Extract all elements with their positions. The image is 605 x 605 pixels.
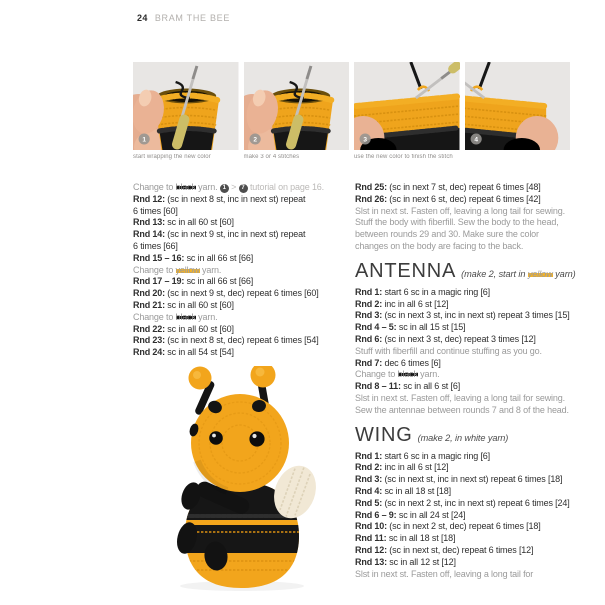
text-segment: Rnd 4: [355,485,383,496]
text-segment: Rnd 2: [355,462,383,473]
pattern-line [355,510,593,522]
svg-text:3: 3 [363,136,367,144]
pattern-line [355,474,593,486]
pattern-line [355,182,593,194]
text-segment: Rnd 26: [355,193,387,204]
pattern-line [133,335,355,347]
text-segment: 6 times [66] [133,240,178,251]
pattern-line [133,265,355,277]
pattern-line [355,241,593,253]
text-segment: Change to [133,311,176,322]
page-title: BRAM THE BEE [154,13,231,23]
pattern-line [355,217,593,229]
text-segment: (sc in next 2 st, inc in next st) repeat 6 times [24] [382,497,570,508]
text-segment: Rnd 13: [133,217,165,228]
pattern-line [355,486,593,498]
text-segment: Rnd 11: [355,533,387,544]
crochet-step-illustration [354,62,460,150]
text-segment: sc in all 18 st [18] [382,485,451,496]
text-segment: inc in all 6 st [12] [382,462,449,473]
pattern-line [355,287,593,299]
text-segment: (sc in next 3 st, dec) repeat 3 times [12] [382,333,536,344]
pattern-line [355,521,593,533]
text-segment: between rounds 29 and 30. Make sure the color [355,229,539,240]
pattern-line [133,217,355,229]
text-segment: Sew the antennae between rounds 7 and 8 of the head. [355,404,569,415]
text-segment: tutorial on page 16. [247,182,325,192]
pattern-line [133,194,355,206]
pattern-line [355,369,593,381]
text-segment: 6 times [60] [133,205,178,216]
svg-text:2: 2 [252,136,257,144]
text-segment: (sc in next 2 st, dec) repeat 6 times [18] [386,521,541,532]
text-segment: Change to [133,182,176,192]
pattern-line [355,533,593,545]
section-heading-antenna [355,260,593,282]
text-segment: Rnd 6: [355,333,383,344]
tutorial-photo [354,62,460,160]
text-segment: Rnd 17 – 19: [133,276,185,287]
text-segment: (sc in next 7 st, dec) repeat 6 times [48] [386,182,541,192]
text-segment: Rnd 12: [133,193,165,204]
text-segment: yellow [175,264,200,275]
text-segment: Rnd 20: [133,288,165,299]
text-segment: Rnd 8 – 11: [355,381,401,392]
section-subtitle [418,433,509,443]
photo-caption: start wrapping the new color [133,154,211,160]
text-segment: start 6 sc in a magic ring [6] [382,286,491,297]
tutorial-photo [244,62,350,160]
pattern-line [355,299,593,311]
svg-text:1: 1 [142,136,146,144]
text-segment: sc in all 24 st [24] [396,509,466,520]
text-segment: (sc in next 9 st, inc in next st) repeat [164,229,306,240]
pattern-line [133,276,355,288]
text-segment: Change to [133,264,176,275]
text-segment: Change to [355,369,398,380]
text-segment: (make 2, start in [461,268,528,279]
section-title: WING [355,423,413,446]
pattern-line [355,381,593,393]
text-segment: start 6 sc in a magic ring [6] [382,450,491,461]
text-segment: inc in all 6 st [12] [382,298,449,309]
text-segment: sc in all 66 st [66] [184,252,254,263]
page-header [137,13,230,23]
pattern-line [355,545,593,557]
pattern-line [355,462,593,474]
tutorial-photos-row [133,62,570,160]
text-segment: sc in all 6 st [6] [400,381,461,392]
text-segment: Rnd 13: [355,556,387,567]
text-segment: sc in all 12 st [12] [386,556,456,567]
text-segment: Rnd 15 – 16: [133,252,185,263]
pattern-line [355,229,593,241]
svg-text:4: 4 [473,136,478,144]
text-segment: sc in all 60 st [60] [164,217,234,228]
crochet-step-illustration [244,62,350,150]
text-segment: Stuff the body with fiberfill. Sew the body to the head, [355,217,559,228]
pattern-line [355,358,593,370]
text-segment: sc in all 60 st [60] [164,299,234,310]
pattern-line [355,393,593,405]
text-segment: changes on the body are facing to the back. [355,240,524,251]
text-segment: (sc in next st, inc in next st) repeat 6 times [18] [382,474,563,485]
text-segment: Rnd 5: [355,497,383,508]
text-segment: yarn. [417,369,440,380]
text-segment: Rnd 14: [133,229,165,240]
pattern-line [133,241,355,253]
text-segment: sc in all 60 st [60] [164,323,234,334]
text-segment: (sc in next 8 st, dec) repeat 6 times [54] [164,335,319,346]
section-subtitle [461,269,575,279]
text-segment: Rnd 10: [355,521,387,532]
text-segment: Rnd 3: [355,474,383,485]
text-segment: Rnd 12: [355,544,387,555]
pattern-line [355,498,593,510]
text-segment: (sc in next st, dec) repeat 6 times [12] [386,544,534,555]
pattern-line [133,347,355,359]
text-segment: yarn) [552,268,576,279]
step-number-badge: 1 [220,184,229,193]
pattern-line [133,300,355,312]
pattern-line [133,206,355,218]
text-segment: dec 6 times [6] [382,357,441,368]
pattern-line [355,451,593,463]
text-segment: (sc in next 8 st, inc in next st) repeat [164,193,306,204]
step-number-badge: 7 [239,184,248,193]
text-segment: Slst in next st. Fasten off, leaving a long tail for sewing. [355,205,565,216]
text-segment: Rnd 21: [133,299,165,310]
text-segment: (sc in next 9 st, dec) repeat 6 times [60] [164,288,319,299]
text-segment: Rnd 1: [355,286,383,297]
pattern-line [133,253,355,265]
section-heading-wing [355,424,593,446]
text-segment: black [175,182,196,192]
text-segment: Rnd 2: [355,298,383,309]
pattern-line [355,194,593,206]
photo-caption: use the new color to finish the stitch [354,154,453,160]
text-segment: sc in all 18 st [18] [386,533,456,544]
pattern-line [133,312,355,324]
text-segment: yarn. [195,182,220,192]
text-segment: Rnd 23: [133,335,165,346]
text-segment: (sc in next 6 st, dec) repeat 6 times [42] [386,193,541,204]
section-title: ANTENNA [355,259,457,282]
text-segment: Rnd 6 – 9: [355,509,397,520]
text-segment: Rnd 1: [355,450,383,461]
text-segment: (make 2, in white yarn) [417,432,509,443]
pattern-line [355,334,593,346]
pattern-left-column [133,182,355,359]
text-segment: Rnd 24: [133,347,165,358]
photo-caption: make 3 or 4 stitches [243,154,300,160]
tutorial-photo [133,62,239,160]
text-segment: yarn. [195,311,218,322]
pattern-line [355,569,593,581]
pattern-line [133,229,355,241]
text-segment: sc in all 15 st [15] [396,322,466,333]
text-segment: Slst in next st. Fasten off, leaving a long tail for [355,568,534,579]
text-segment: Rnd 4 – 5: [355,322,397,333]
pattern-line [355,322,593,334]
pattern-line [355,346,593,358]
tutorial-photo [465,62,571,160]
text-segment: black [175,311,196,322]
text-segment: (sc in next 3 st, inc in next st) repeat 3 times [15] [382,310,570,321]
pattern-line [355,557,593,569]
text-segment: Rnd 22: [133,323,165,334]
pattern-line [355,206,593,218]
text-segment: Slst in next st. Fasten off, leaving a long tail for sewing. [355,392,565,403]
bee-amigurumi-photo [147,366,343,592]
text-segment: Rnd 3: [355,310,383,321]
text-segment: black [397,369,418,380]
text-segment: Stuff with fiberfill and continue stuffing as you go. [355,345,542,356]
pattern-line [355,310,593,322]
pattern-right-column [355,182,593,580]
text-segment: Rnd 7: [355,357,383,368]
text-segment: sc in all 66 st [66] [184,276,254,287]
page-number: 24 [137,13,148,23]
text-segment: > [228,182,239,192]
pattern-line [133,182,355,194]
crochet-step-illustration [133,62,239,150]
text-segment: sc in all 54 st [54] [164,347,234,358]
crochet-step-illustration [465,62,571,150]
text-segment: Rnd 25: [355,182,387,192]
text-segment: yellow [527,268,553,279]
text-segment: yarn. [199,264,222,275]
pattern-line [133,288,355,300]
bee-illustration [147,366,343,592]
pattern-line [133,324,355,336]
pattern-line [355,405,593,417]
